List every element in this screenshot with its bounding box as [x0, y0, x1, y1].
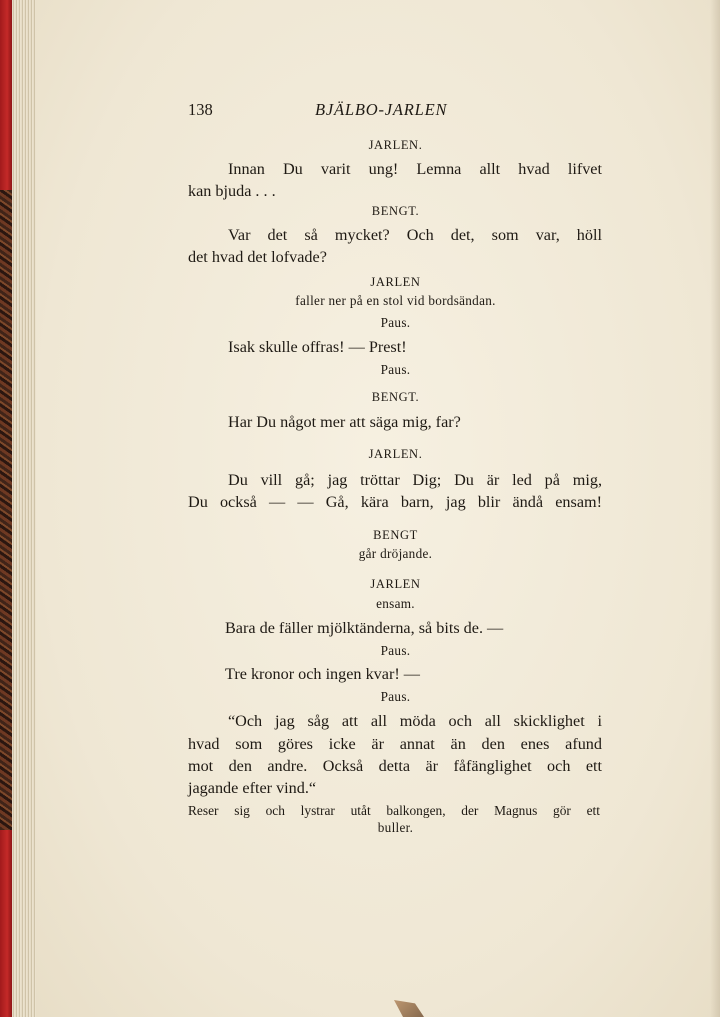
dialogue-line: Var det så mycket? Och det, som var, höll [228, 226, 602, 244]
dialogue-line: Du vill gå; jag tröttar Dig; Du är led på mig, [228, 471, 602, 489]
speaker-name: JARLEN. [368, 447, 423, 461]
dialogue-line: Tre kronor och ingen kvar! — [225, 665, 420, 683]
dialogue-line: Bara de fäller mjölktänderna, så bits de. — [225, 619, 504, 637]
page-stack-edge [12, 0, 36, 1017]
speaker-name: BENGT [373, 528, 418, 542]
quote-line: hvad som göres icke är annat än den enes afund [188, 735, 602, 753]
stage-direction-pause: Paus. [380, 362, 411, 377]
page-number: 138 [188, 100, 213, 119]
quote-line: jagande efter vind.“ [188, 779, 317, 797]
dialogue-line: Innan Du varit ung! Lemna allt hvad lifvet [228, 160, 602, 178]
running-title: BJÄLBO-JARLEN [315, 100, 448, 119]
dialogue-line: Du också — — Gå, kära barn, jag blir ändå ensam! [188, 493, 602, 511]
stage-direction-pause: Paus. [380, 689, 411, 704]
stage-direction: faller ner på en stol vid bordsändan. [295, 293, 496, 308]
stage-direction: går dröjande. [358, 546, 433, 561]
stage-direction: buller. [377, 820, 414, 835]
dialogue-line: Isak skulle offras! — Prest! [228, 338, 407, 356]
stage-direction-pause: Paus. [380, 315, 411, 330]
speaker-name: JARLEN [370, 275, 421, 289]
dialogue-line: kan bjuda . . . [188, 182, 276, 200]
stage-direction: Reser sig och lystrar utåt balkongen, der Magnus gör ett [188, 803, 600, 818]
page-right-shadow [710, 0, 720, 1017]
speaker-name: JARLEN [370, 577, 421, 591]
speaker-name: BENGT. [371, 390, 420, 404]
quote-line: “Och jag såg att all möda och all skicklighet i [228, 712, 602, 730]
dialogue-line: Har Du något mer att säga mig, far? [228, 413, 461, 431]
stage-direction: ensam. [376, 596, 415, 611]
speaker-name: BENGT. [371, 204, 420, 218]
stage-direction-pause: Paus. [380, 643, 411, 658]
page-header [188, 100, 603, 124]
speaker-name: JARLEN. [368, 138, 423, 152]
dialogue-line: det hvad det lofvade? [188, 248, 327, 266]
quote-line: mot den andre. Också detta är fåfänglighet och ett [188, 757, 602, 775]
